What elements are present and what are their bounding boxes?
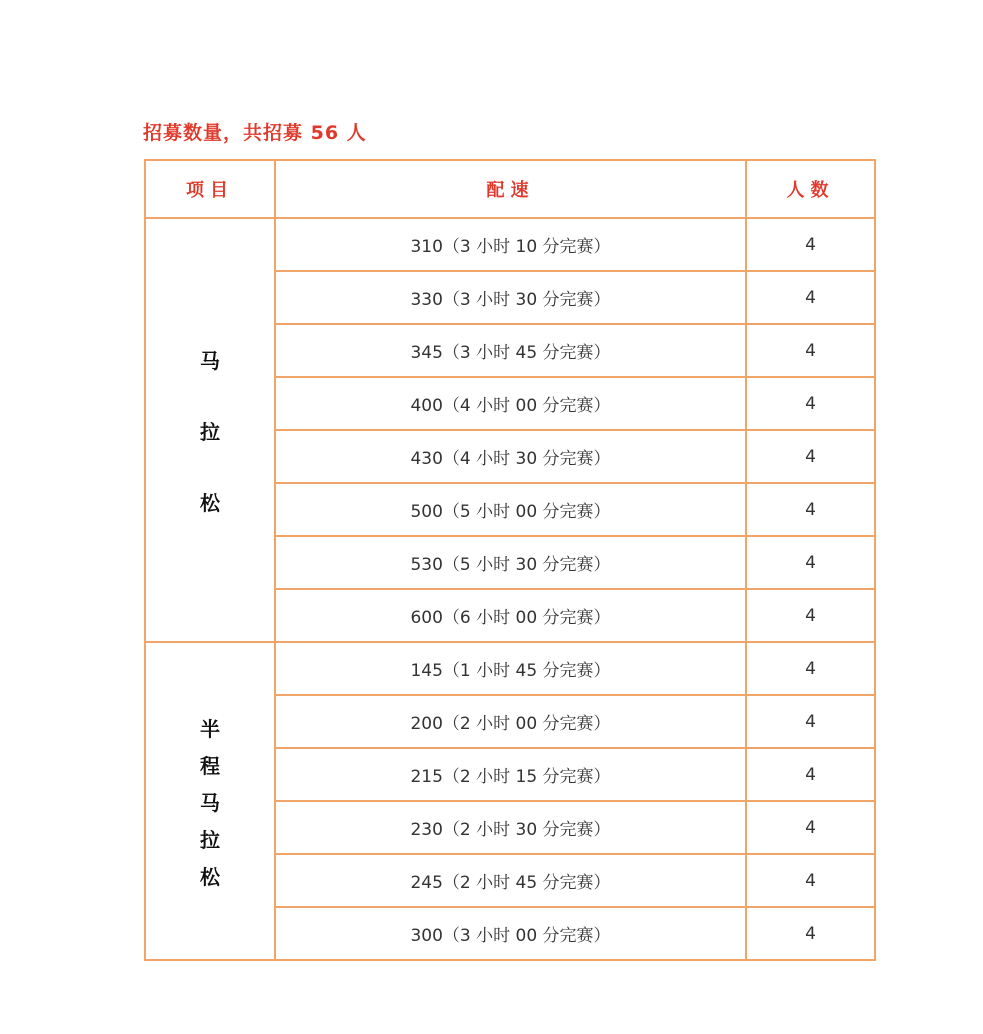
count-cell: 4 [746,377,875,430]
pace-cell: 345（3 小时 45 分完赛） [275,324,746,377]
count-cell: 4 [746,430,875,483]
count-cell: 4 [746,536,875,589]
event-char: 拉 [200,827,220,852]
pace-cell: 400（4 小时 00 分完赛） [275,377,746,430]
header-event: 项目 [145,160,275,218]
page-title: 招募数量，共招募 56 人 [143,122,367,144]
event-char: 马 [200,790,220,815]
event-char: 程 [200,753,220,778]
pace-cell: 330（3 小时 30 分完赛） [275,271,746,324]
event-char: 半 [200,716,220,741]
count-cell: 4 [746,642,875,695]
count-cell: 4 [746,218,875,271]
pace-cell: 430（4 小时 30 分完赛） [275,430,746,483]
table-header-row [145,160,875,218]
header-count: 人数 [746,160,875,218]
event-label-half-marathon [200,713,220,890]
pace-cell: 500（5 小时 00 分完赛） [275,483,746,536]
table-row [145,642,875,695]
pace-cell: 300（3 小时 00 分完赛） [275,907,746,960]
pace-cell: 200（2 小时 00 分完赛） [275,695,746,748]
pace-cell: 245（2 小时 45 分完赛） [275,854,746,907]
pace-cell: 530（5 小时 30 分完赛） [275,536,746,589]
pace-cell: 230（2 小时 30 分完赛） [275,801,746,854]
table-row [145,218,875,271]
count-cell: 4 [746,695,875,748]
pace-cell: 215（2 小时 15 分完赛） [275,748,746,801]
recruitment-table [144,159,876,961]
count-cell: 4 [746,324,875,377]
count-cell: 4 [746,483,875,536]
event-char: 松 [200,864,220,889]
event-cell-half-marathon [145,642,275,960]
event-label-marathon [200,345,220,516]
pace-cell: 600（6 小时 00 分完赛） [275,589,746,642]
event-char: 马 [200,348,220,373]
event-char: 拉 [200,419,220,444]
count-cell: 4 [746,801,875,854]
count-cell: 4 [746,589,875,642]
event-cell-marathon [145,218,275,642]
count-cell: 4 [746,748,875,801]
count-cell: 4 [746,907,875,960]
pace-cell: 310（3 小时 10 分完赛） [275,218,746,271]
event-char: 松 [200,490,220,515]
header-pace: 配速 [275,160,746,218]
count-cell: 4 [746,854,875,907]
pace-cell: 145（1 小时 45 分完赛） [275,642,746,695]
count-cell: 4 [746,271,875,324]
